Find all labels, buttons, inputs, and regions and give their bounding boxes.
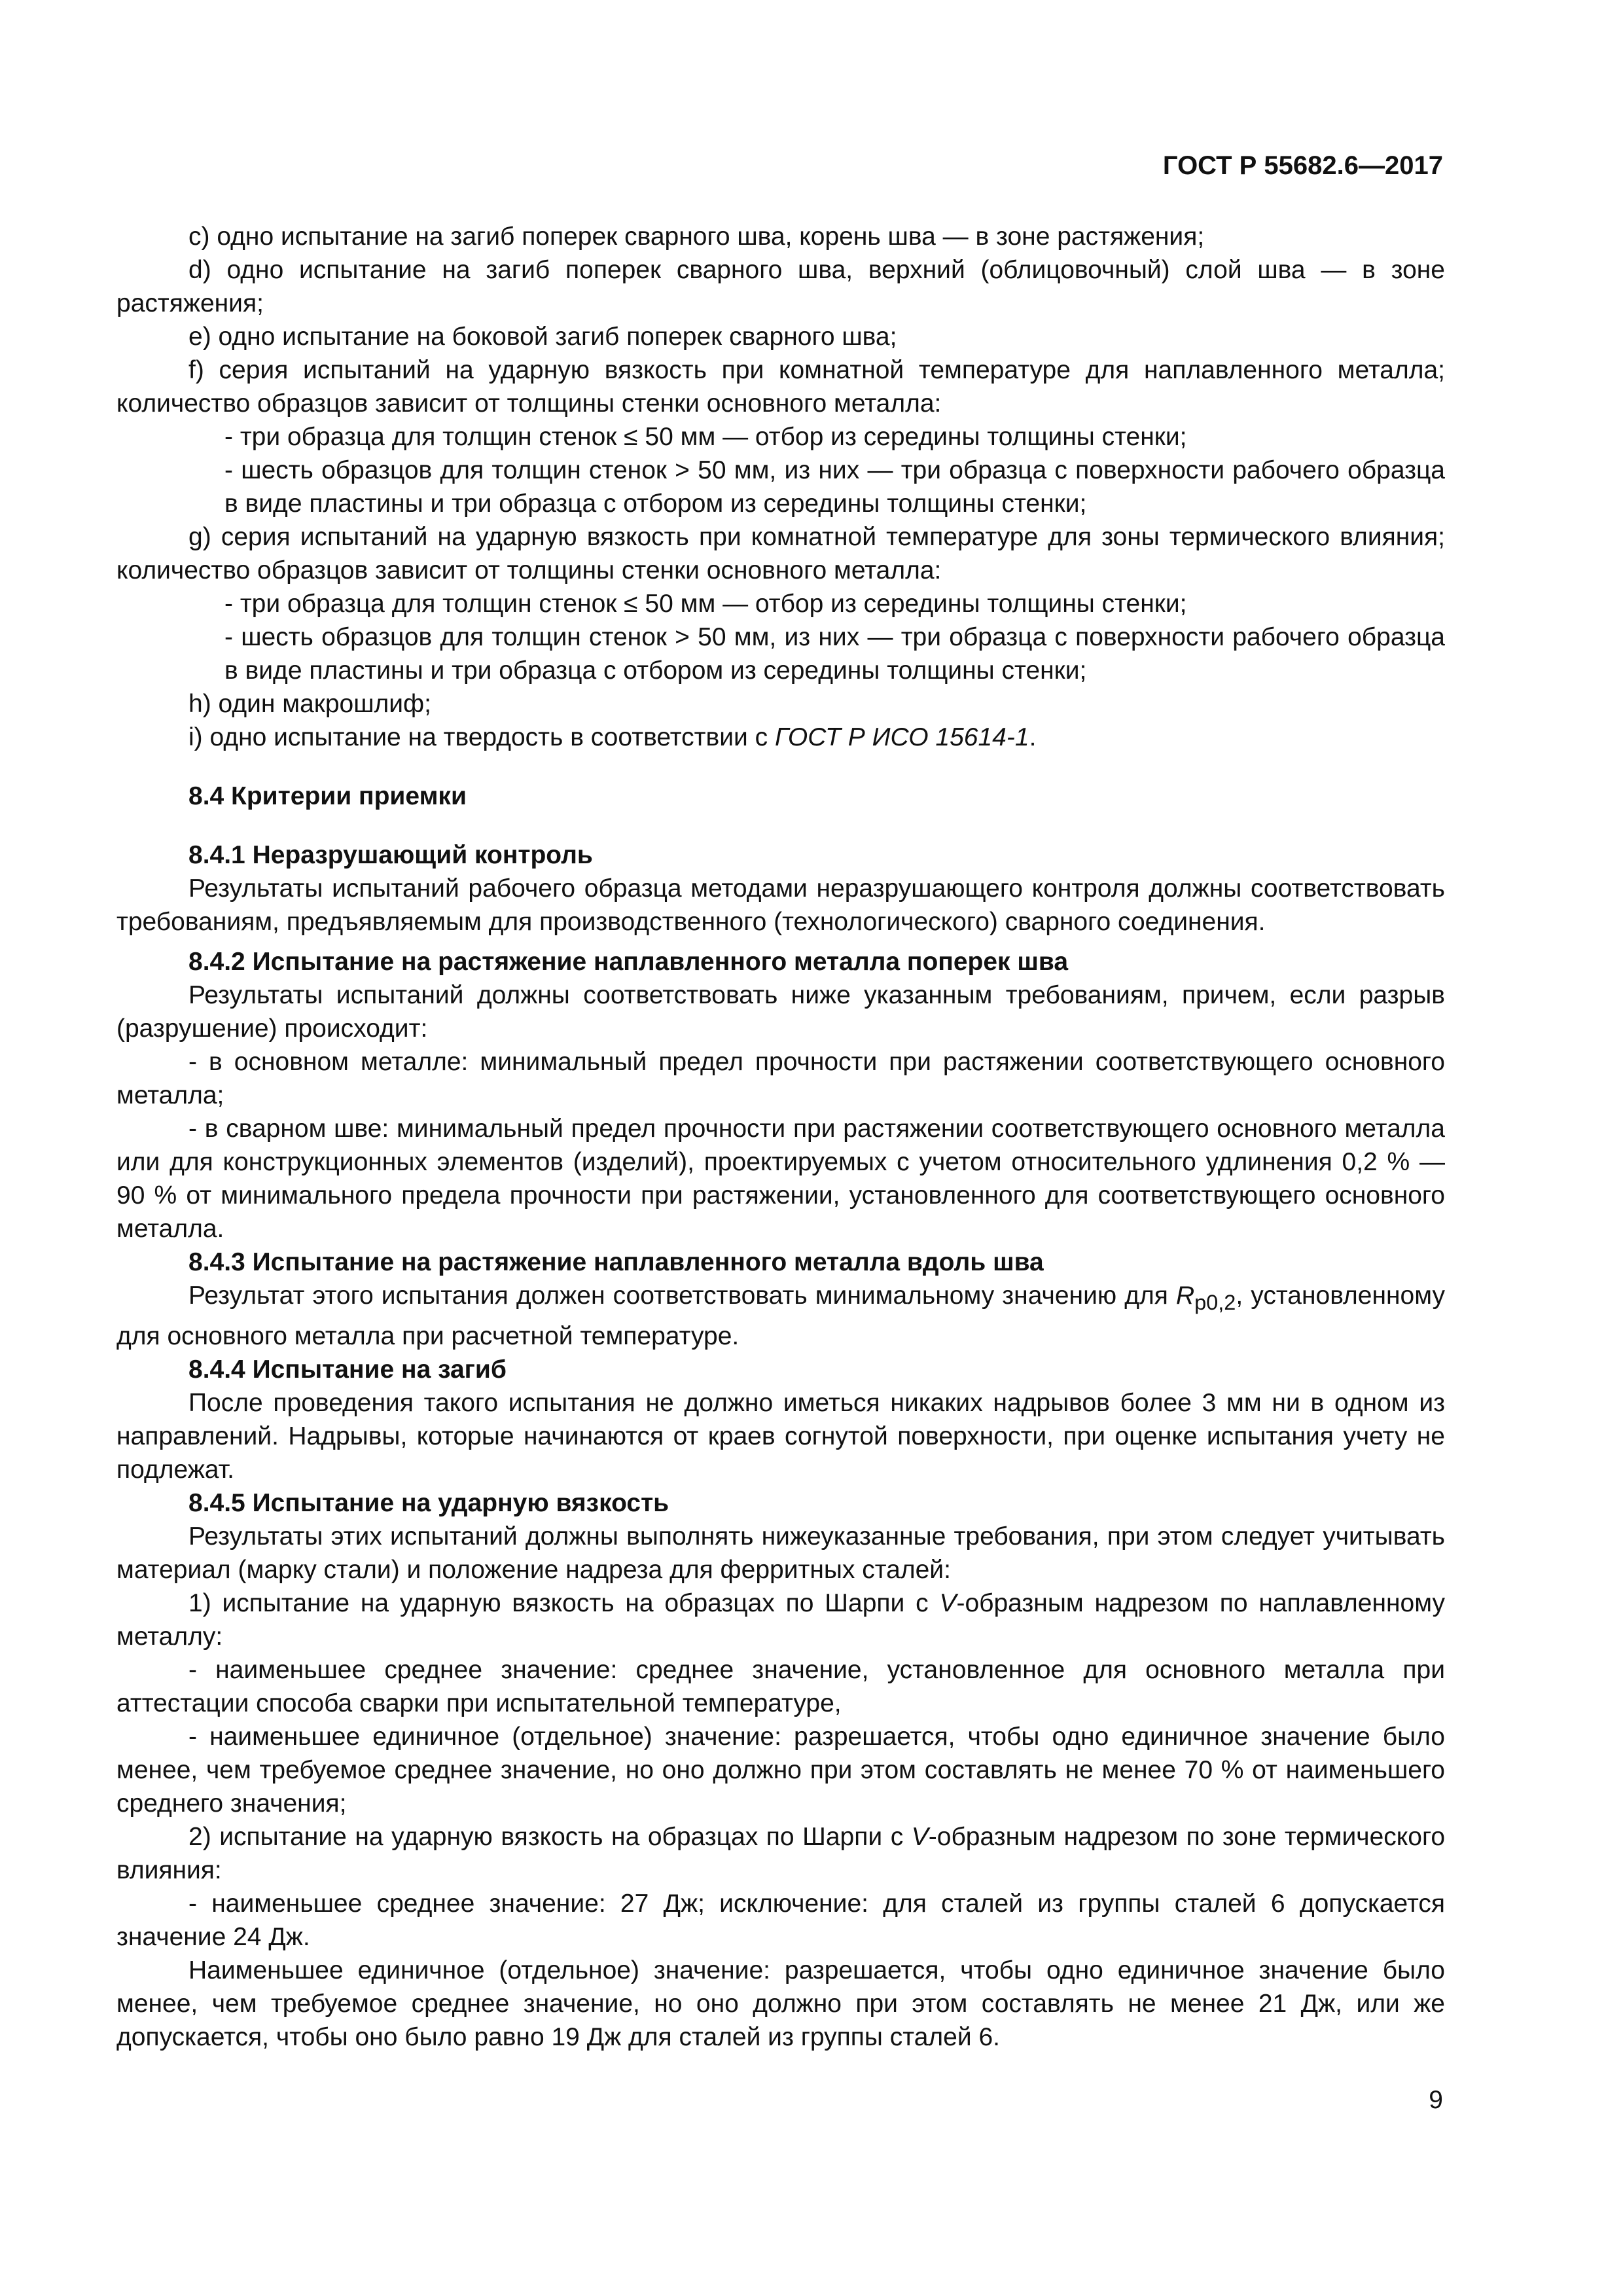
paragraph-8-4-2-intro: Результаты испытаний должны соответствовать ниже указанным требованиям, причем, если разрыв (разрушение) происходит: bbox=[116, 981, 1445, 1043]
paragraph-8-4-3 bbox=[116, 1279, 1445, 1353]
item-1-text: 1) испытание на ударную вязкость на образцах по Шарпи с bbox=[188, 1588, 940, 1617]
list-item-g-sub-1: - три образца для толщин стенок ≤ 50 мм — отбор из середины толщины стенки; bbox=[224, 590, 1187, 618]
paragraph-8-4-5-haz-mean: - наименьшее среднее значение: 27 Дж; исключение: для сталей из группы сталей 6 допускается значение 24 Дж. bbox=[116, 1889, 1445, 1951]
paragraph-8-4-1: Результаты испытаний рабочего образца методами неразрушающего контроля должны соответствовать требованиям, предъявляемым для производственного (технологического) сварного соединения. bbox=[116, 874, 1445, 936]
paragraph-8-4-5-item-2 bbox=[116, 1820, 1445, 1887]
paragraph-8-4-5-mean-value: - наименьшее среднее значение: среднее значение, установленное для основного металла при аттестации способа сварки при испытательной температуре, bbox=[116, 1655, 1445, 1717]
list-item-h: h) один макрошлиф; bbox=[188, 690, 431, 718]
list-item-e: e) одно испытание на боковой загиб поперек сварного шва; bbox=[188, 323, 897, 351]
paragraph-8-4-2-weld: - в сварном шве: минимальный предел прочности при растяжении соответствующего основного металла или для конструкционных элементов (изделий), проектируемых с учетом относительного удлинения 0,2 % — 90 % от минимального предела прочности при растяжении, установленного для соответствующего основного металла. bbox=[116, 1115, 1445, 1243]
paragraph-8-4-3-end: , установленному для основного металла при расчетной температуре. bbox=[116, 1282, 1445, 1350]
list-item-f-sub-2: - шесть образцов для толщин стенок > 50 мм, из них — три образца с поверхности рабочего образца в виде пластины и три образца с отбором из середины толщины стенки; bbox=[224, 456, 1445, 518]
item-2-end: -образным надрезом по зоне термического влияния: bbox=[116, 1822, 1446, 1884]
list-item-g: g) серия испытаний на ударную вязкость при комнатной температуре для зоны термического влияния; количество образцов зависит от толщины стенки основного металла: bbox=[116, 523, 1445, 584]
list-item-d: d) одно испытание на загиб поперек сварного шва, верхний (облицовочный) слой шва — в зоне растяжения; bbox=[116, 256, 1445, 317]
list-item-f-sub-1: - три образца для толщин стенок ≤ 50 мм — отбор из середины толщины стенки; bbox=[224, 423, 1187, 451]
document-body bbox=[116, 220, 1445, 2054]
paragraph-8-4-5-single-value: - наименьшее единичное (отдельное) значение: разрешается, чтобы одно единичное значение было менее, чем требуемое среднее значение, но оно должно при этом составлять не менее 70 % от наименьшего среднего значения; bbox=[116, 1722, 1445, 1818]
section-heading-8-4-4: 8.4.4 Испытание на загиб bbox=[188, 1355, 507, 1384]
standard-reference: ГОСТ Р ИСО 15614-1 bbox=[775, 723, 1029, 751]
symbol-r: R bbox=[1175, 1282, 1195, 1310]
section-heading-8-4-1: 8.4.1 Неразрушающий контроль bbox=[188, 841, 593, 869]
paragraph-8-4-5-haz-single: Наименьшее единичное (отдельное) значение: разрешается, чтобы одно единичное значение было менее, чем требуемое среднее значение, но оно должно при этом составлять не менее 21 Дж, или же допускается, чтобы оно было равно 19 Дж для сталей из группы сталей 6. bbox=[116, 1956, 1445, 2051]
section-heading-8-4-2: 8.4.2 Испытание на растяжение наплавленного металла поперек шва bbox=[188, 948, 1069, 976]
page-number: 9 bbox=[1429, 2086, 1443, 2114]
document-header: ГОСТ Р 55682.6—2017 bbox=[1162, 151, 1443, 180]
paragraph-8-4-3-text: Результат этого испытания должен соответствовать минимальному значению для bbox=[188, 1282, 1176, 1310]
v-notch-symbol: V bbox=[911, 1822, 929, 1851]
item-2-text: 2) испытание на ударную вязкость на образцах по Шарпи с bbox=[188, 1822, 912, 1851]
list-item-f: f) серия испытаний на ударную вязкость при комнатной температуре для наплавленного металла; количество образцов зависит от толщины стенки основного металла: bbox=[116, 356, 1445, 418]
item-1-end: -образным надрезом по наплавленному металлу: bbox=[116, 1588, 1445, 1651]
paragraph-8-4-2-base-metal: - в основном металле: минимальный предел прочности при растяжении соответствующего основного металла; bbox=[116, 1048, 1445, 1109]
symbol-subscript: p0,2 bbox=[1194, 1290, 1236, 1314]
list-item-c: c) одно испытание на загиб поперек сварного шва, корень шва — в зоне растяжения; bbox=[188, 223, 1205, 251]
paragraph-8-4-5-intro: Результаты этих испытаний должны выполнять нижеуказанные требования, при этом следует учитывать материал (марку стали) и положение надреза для ферритных сталей: bbox=[116, 1522, 1445, 1584]
paragraph-8-4-4: После проведения такого испытания не должно иметься никаких надрывов более 3 мм ни в одном из направлений. Надрывы, которые начинаются от краев согнутой поверхности, при оценке испытания учету не подлежат. bbox=[116, 1388, 1445, 1484]
section-heading-8-4-3: 8.4.3 Испытание на растяжение наплавленного металла вдоль шва bbox=[188, 1248, 1044, 1276]
section-heading-8-4-5: 8.4.5 Испытание на ударную вязкость bbox=[188, 1488, 669, 1517]
list-item-g-sub-2: - шесть образцов для толщин стенок > 50 мм, из них — три образца с поверхности рабочего образца в виде пластины и три образца с отбором из середины толщины стенки; bbox=[224, 623, 1445, 685]
list-item-i bbox=[116, 721, 1445, 754]
v-notch-symbol: V bbox=[939, 1588, 957, 1617]
list-item-i-end: . bbox=[1029, 723, 1037, 751]
paragraph-8-4-5-item-1 bbox=[116, 1587, 1445, 1653]
section-heading-8-4: 8.4 Критерии приемки bbox=[188, 782, 467, 810]
list-item-i-text: i) одно испытание на твердость в соответствии с bbox=[188, 723, 775, 751]
